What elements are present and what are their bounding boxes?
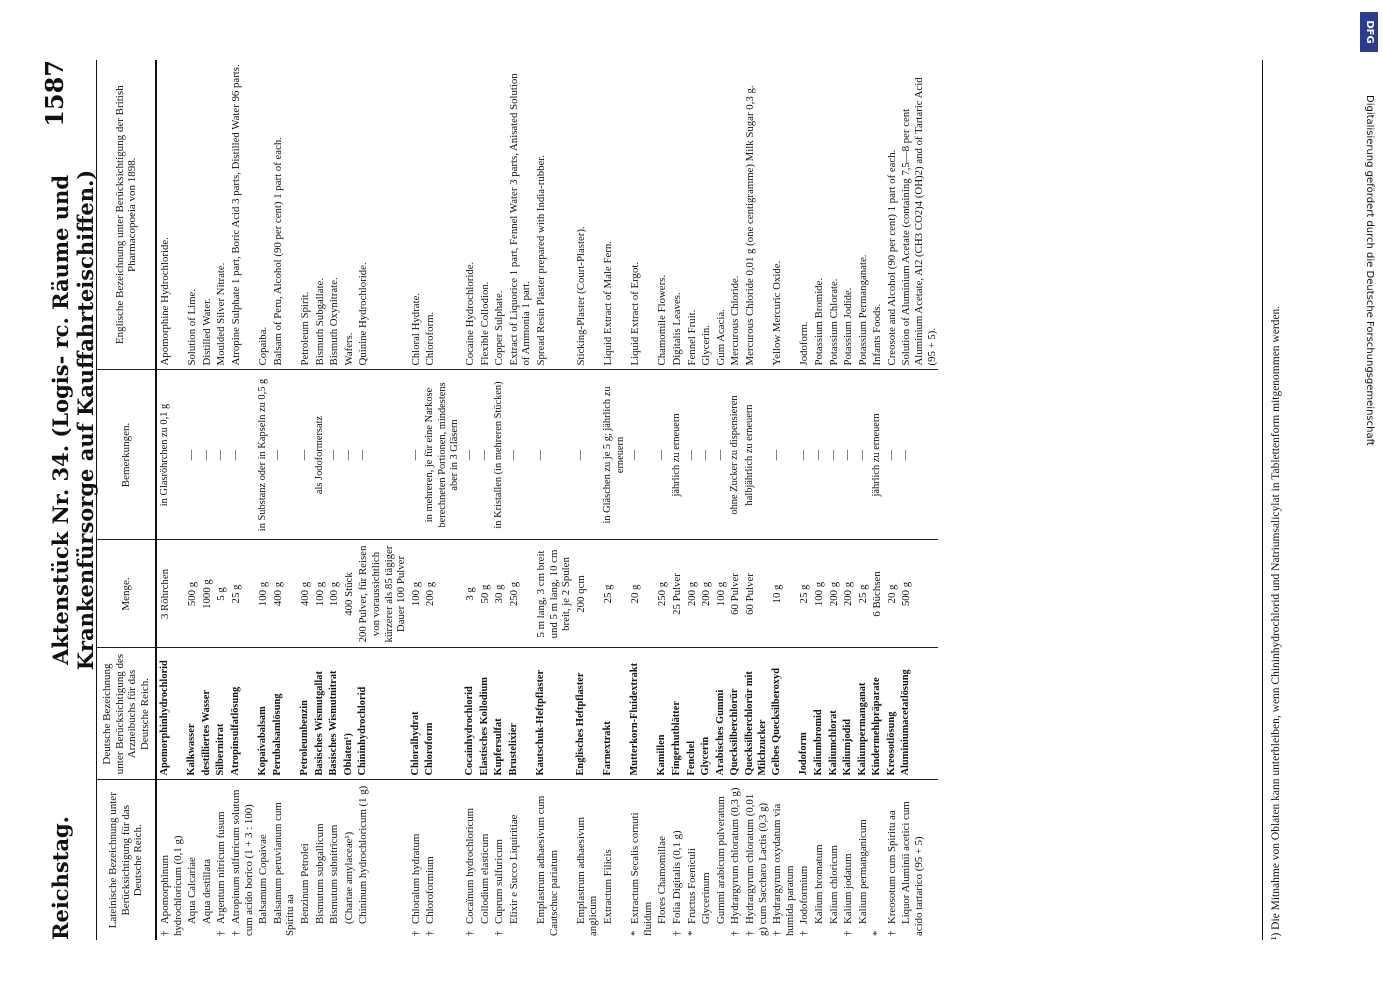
latin-name: Gummi arabicum pulveratum [714,796,727,924]
mark-symbol: † [215,930,228,936]
cell-latin [742,780,769,940]
cell-english: Copaiba. [255,60,270,370]
cell-latin [855,780,870,940]
table-row [796,60,811,940]
cell-german: Kaliumbromid [811,648,826,780]
cell-latin [869,780,884,940]
latin-name: Extractum Filicis [602,849,614,924]
cell-latin [884,780,899,940]
cell-english: Bismuth Subgallate. [312,60,327,370]
latin-name: Kreosotum cum Spiritu aa [885,810,898,924]
cell-english: Moulded Silver Nitrate. [213,60,228,370]
cell-latin [199,780,214,940]
cell-remark: — [769,370,796,540]
cell-remark: ohne Zucker zu dispensieren [727,370,742,540]
latin-name: Balsamum peruvianum cum Spiritu aa [271,802,297,936]
latin-name: Cocaïnum hydrochloricum [464,807,477,924]
cell-latin [573,780,600,940]
cell-remark: — [898,370,938,540]
cell-english: Glycerin. [698,60,713,370]
cell-latin [326,780,341,940]
cell-amount: 200 Pulver, für Reisen von voraussichtlich kürzerer als 85 tägiger Dauer 100 Pulver [355,540,407,648]
latin-name: Hydrargyrum oxydatum via humida paratum [771,803,796,936]
table-row [355,60,407,940]
cell-german: Kautschuk-Heftpflaster [533,648,573,780]
cell-latin [811,780,826,940]
mark-symbol: † [798,930,811,936]
table-row [811,60,826,940]
latin-name: Kalium permanganicum [856,819,869,924]
cell-amount: 200 g [698,540,713,648]
latin-name: Collodium elasticum [478,833,491,924]
cell-german: Chloralhydrat [408,648,423,780]
latin-name: Jodoformium [798,865,811,924]
latin-name: Glycerinum [700,872,713,924]
header-left: Reichstag. [48,816,73,940]
cell-remark: — [184,370,199,540]
cell-remark: — [884,370,899,540]
cell-latin [533,780,573,940]
cell-latin [506,780,533,940]
cell-german: Kreosotlösung [884,648,899,780]
cell-amount: 400 g [270,540,297,648]
table-row [184,60,199,940]
mark-symbol: † [464,930,477,936]
table-row [533,60,573,940]
latin-name: Liquor Aluminii acetici cum acido tartarico (95 + 5) [900,801,926,936]
mark-symbol: † [771,930,784,936]
cell-english: Chamomile Flowers. [654,60,669,370]
latin-name: Bismutum subnitricum [328,824,341,924]
table-row [573,60,600,940]
cell-amount: 100 g [312,540,327,648]
cell-german: Basisches Wismutnitrat [326,648,341,780]
cell-amount: 500 g [184,540,199,648]
table-row [698,60,713,940]
mark-symbol: * [629,930,642,936]
col-header-english: Englische Bezeichnung unter Berücksichtigung der British Pharmacopoeia von 1898. [97,60,157,370]
col-header-latin: Lateinische Bezeichnung unter Berücksichtigung für das Deutsche Reich. [97,780,157,940]
cell-german: Aluminiumacetatlösung [898,648,938,780]
cell-english: Balsam of Peru, Alcohol (90 per cent) 1 part of each. [270,60,297,370]
table-row [600,60,627,940]
cell-english: Chloroform. [422,60,462,370]
table-row [228,60,255,940]
cell-german: Kaliumjodid [840,648,855,780]
table-row [422,60,462,940]
table-row [855,60,870,940]
cell-latin [713,780,728,940]
cell-english: Solution of Aluminium Acetate (containing 7,5—8 per cent Aluminium Acetate, Al2 (CH3 CO2)4 (OH)2) and of Tartaric Acid (95 + 5). [898,60,938,370]
latin-name: Emplastrum adhaesivum cum Cautschuc pariatum [535,795,560,936]
table-row [769,60,796,940]
latin-name: Benzinum Petrolei [298,843,311,924]
table-row [742,60,769,940]
cell-german: Kindermehlpräparate [869,648,884,780]
cell-amount: 5 g [213,540,228,648]
cell-german: Kaliumchlorat [826,648,841,780]
cell-remark: — [297,370,312,540]
cell-latin [255,780,270,940]
cell-english: Flexible Collodion. [477,60,492,370]
page-number: 1587 [40,60,69,127]
table-row [840,60,855,940]
cell-remark: jährlich zu erneuern [869,370,884,540]
cell-amount: 5 m lang, 3 cm breit und 5 m lang, 10 cm breit, je 2 Spulen [533,540,573,648]
cell-latin [297,780,312,940]
cell-english: Mercurous Chloride 0,01 g (one centigramme) Milk Sugar 0,3 g. [742,60,769,370]
cell-english: Apomorphine Hydrochloride. [156,60,184,370]
table-body [156,60,938,940]
cell-english: Distilled Water. [199,60,214,370]
cell-amount: 25 Pulver [669,540,684,648]
table-row [506,60,533,940]
cell-amount: 200 g [684,540,699,648]
cell-remark: in Kristallen (in mehreren Stücken) [491,370,506,540]
table-row [884,60,899,940]
cell-amount: 250 g [506,540,533,648]
mark-symbol: † [743,930,756,936]
latin-name: Apomorphinum hydrochloricum (0,1 g) [159,835,184,936]
dfg-logo: DFG [1360,12,1378,52]
cell-english: Sticking-Plaster (Court-Plaster). [573,60,600,370]
cell-english: Liquid Extract of Male Fern. [600,60,627,370]
table-row [477,60,492,940]
cell-amount: 100 g [326,540,341,648]
credit-text: Digitalisierung gefördert durch die Deutsche Forschungsgemeinschaft [1364,95,1375,446]
table-row [869,60,884,940]
cell-amount: 60 Pulver [742,540,769,648]
table-row [654,60,669,940]
cell-remark: in Glasröhrchen zu 0,1 g [156,370,184,540]
cell-german: Kaliumpermanganat [855,648,870,780]
table-row [156,60,184,940]
cell-english: Fennel Fruit. [684,60,699,370]
latin-name: Hydrargyrum chloratum (0,01 g) cum Saccharo Lactis (0,3 g) [743,793,769,936]
latin-name: Balsamum Copaivae [257,834,270,924]
table-row [199,60,214,940]
cell-latin [341,780,356,940]
table-row [297,60,312,940]
mark-symbol: † [493,930,506,936]
cell-german: Fingerhutblätter [669,648,684,780]
cell-german: Glycerin [698,648,713,780]
cell-remark: — [855,370,870,540]
cell-latin [826,780,841,940]
cell-german: Englisches Heftpflaster [573,648,600,780]
cell-german: Elastisches Kollodium [477,648,492,780]
cell-latin [462,780,477,940]
latin-name: Elixir e Succo Liquiritiae [507,814,520,924]
latin-name: Cuprum sulfuricum [493,839,506,924]
cell-latin [228,780,255,940]
table-row [627,60,654,940]
cell-german: Fenchel [684,648,699,780]
cell-amount: 25 g [228,540,255,648]
table-row [312,60,327,940]
latin-name: Flores Chamomillae [656,836,669,924]
cell-latin [698,780,713,940]
cell-amount: 100 g [255,540,270,648]
latin-name: Aqua destillata [200,858,213,924]
cell-remark: — [199,370,214,540]
latin-name: Fructus Foeniculi [685,848,698,924]
cell-remark: — [826,370,841,540]
cell-remark: — [811,370,826,540]
latin-name: Extractum Secalis cornuti fluidum [629,812,654,936]
table-row [684,60,699,940]
mark-symbol: * [871,930,884,936]
cell-german: Atropinsulfatlösung [228,648,255,780]
cell-amount: 6 Büchsen [869,540,884,648]
cell-english: Potassium Jodide. [840,60,855,370]
table-header-row [97,60,157,940]
cell-german: Petroleumbenzin [297,648,312,780]
cell-english: Copper Sulphate. [491,60,506,370]
cell-latin [270,780,297,940]
cell-german: destilliertes Wasser [199,648,214,780]
cell-latin [213,780,228,940]
cell-latin [669,780,684,940]
cell-english: Jodoform. [796,60,811,370]
mark-symbol: † [842,930,855,936]
cell-latin [355,780,407,940]
cell-english: Potassium Chlorate. [826,60,841,370]
cell-german: Farnextrakt [600,648,627,780]
cell-english: Extract of Liquorice 1 part, Fennel Water 3 parts, Anisated Solution of Ammonia 1 part. [506,60,533,370]
cell-english: Spread Resin Plaster prepared with India-rubber. [533,60,573,370]
cell-amount: 3 g [462,540,477,648]
cell-german: Kupfersulfat [491,648,506,780]
credit-strip [1352,0,1382,1000]
cell-english: Solution of Lime. [184,60,199,370]
cell-german: Silbernitrat [213,648,228,780]
cell-remark: — [228,370,255,540]
cell-remark: als Jodoformersatz [312,370,327,540]
cell-english: Liquid Extract of Ergot. [627,60,654,370]
cell-amount: 10 g [769,540,796,648]
cell-german: Apomorphinhydrochlorid [156,648,184,780]
cell-latin [600,780,627,940]
cell-german: Gelbes Quecksilberoxyd [769,648,796,780]
latin-name: Argentum nitricum fusum [215,811,228,924]
mark-symbol: † [159,930,171,936]
cell-latin [408,780,423,940]
mark-symbol: † [424,930,437,936]
col-header-german: Deutsche Bezeichnung unter Berücksichtigung des Arzneibuchs für das Deutsche Reich. [97,648,157,780]
cell-latin [727,780,742,940]
cell-remark: — [270,370,297,540]
cell-amount: 200 g [840,540,855,648]
cell-latin [627,780,654,940]
cell-german: Arabisches Gummi [713,648,728,780]
table-row [255,60,270,940]
cell-amount: 200 g [422,540,462,648]
cell-german: Jodoform [796,648,811,780]
cell-remark: — [840,370,855,540]
latin-name: Emplastrum adhaesivum anglicum [574,816,600,936]
cell-english: Petroleum Spirit. [297,60,312,370]
cell-german: Chloroform [422,648,462,780]
table-row [213,60,228,940]
cell-english: Wafers. [341,60,356,370]
table-row [270,60,297,940]
mark-symbol: † [229,930,242,936]
cell-english: Potassium Bromide. [811,60,826,370]
cell-remark: — [506,370,533,540]
mark-symbol: * [685,930,698,936]
cell-latin [491,780,506,940]
latin-name: Hydrargyrum chloratum (0,3 g) [729,787,742,924]
mark-symbol: † [409,930,422,936]
table-row [462,60,477,940]
col-header-remarks: Bemerkungen. [97,370,157,540]
latin-name: Aqua Calcariae [186,857,199,924]
cell-latin [769,780,796,940]
mark-symbol: † [885,930,898,936]
table-row [826,60,841,940]
cell-remark: — [213,370,228,540]
col-header-amount: Menge. [97,540,157,648]
cell-remark: — [341,370,356,540]
cell-english: Cocaine Hydrochloride. [462,60,477,370]
latin-name: (Chartae amylaceae¹) [342,831,355,924]
cell-german: Kalkwasser [184,648,199,780]
cell-english: Quinine Hydrochloride. [355,60,407,370]
cell-english: Potassium Permanganate. [855,60,870,370]
cell-latin [477,780,492,940]
cell-amount: 25 g [855,540,870,648]
cell-amount: 100 g [713,540,728,648]
latin-name: Folia Digitalis (0,1 g) [670,830,683,924]
cell-remark: halbjährlich zu erneuern [742,370,769,540]
cell-amount: 500 g [898,540,938,648]
cell-amount: 25 g [796,540,811,648]
latin-name: Chloroformium [424,856,437,924]
latin-name: Chloralum hydratum [409,833,422,924]
cell-remark: in Substanz oder in Kapseln zu 0,5 g [255,370,270,540]
cell-german: Kamillen [654,648,669,780]
cell-amount: 1000 g [199,540,214,648]
cell-latin [898,780,938,940]
cell-remark: — [698,370,713,540]
cell-remark: — [684,370,699,540]
cell-amount: 60 Pulver [727,540,742,648]
latin-name: Bismutum subgallicum [313,823,326,924]
cell-english: Gum Acacia. [713,60,728,370]
latin-name: Kalium bromatum [812,844,825,924]
cell-remark: — [796,370,811,540]
cell-english: Creosote and Alcohol (90 per cent) 1 part of each. [884,60,899,370]
cell-latin [184,780,199,940]
cell-remark: in Gläschen zu je 5 g; jährlich zu erneuern [600,370,627,540]
cell-remark: — [408,370,423,540]
cell-remark: — [713,370,728,540]
table-row [341,60,356,940]
latin-name: Kalium chloricum [827,845,840,924]
cell-remark: — [654,370,669,540]
cell-english: Mercurous Chloride. [727,60,742,370]
mark-symbol: † [670,930,683,936]
cell-english: Atropine Sulphate 1 part, Boric Acid 3 parts, Distilled Water 96 parts. [228,60,255,370]
cell-english: Digitalis Leaves. [669,60,684,370]
medicine-table [96,60,938,940]
cell-remark: — [355,370,407,540]
cell-amount: 25 g [600,540,627,648]
table-row [713,60,728,940]
cell-amount: 400 g [297,540,312,648]
cell-amount: 100 g [408,540,423,648]
cell-latin [312,780,327,940]
cell-amount: 30 g [491,540,506,648]
cell-amount: 200 qcm [573,540,600,648]
cell-german: Perubalsamlösung [270,648,297,780]
cell-remark: — [326,370,341,540]
table-row [326,60,341,940]
latin-name: Chininum hydrochloricum (1 g) [357,785,370,924]
cell-latin [422,780,462,940]
cell-amount: 200 g [826,540,841,648]
cell-latin [796,780,811,940]
footnote: ¹) Die Mitnahme von Oblaten kann unterbleiben, wenn Chininhydrochlorid und Natriumsalicylat in Tablettenform mitgenommen werden. [1262,60,1283,940]
cell-latin [840,780,855,940]
cell-german: Cocainhydrochlorid [462,648,477,780]
cell-german: Quecksilberchlorür [727,648,742,780]
cell-remark: — [533,370,573,540]
header-title: Aktenstück Nr. 34. (Logis- rc. Räume und Krankenfürsorge auf Kauffahrteischiffen.) [48,169,98,671]
table-row [491,60,506,940]
latin-name: Kalium jodatum [842,853,855,924]
cell-remark: — [477,370,492,540]
table-row [727,60,742,940]
cell-amount: 20 g [884,540,899,648]
cell-latin [684,780,699,940]
table-row [669,60,684,940]
cell-remark: — [627,370,654,540]
cell-amount: 250 g [654,540,669,648]
table-row [898,60,938,940]
cell-english: Infants Foods. [869,60,884,370]
cell-amount: 400 Stück [341,540,356,648]
cell-latin [654,780,669,940]
cell-english: Chloral Hydrate. [408,60,423,370]
mark-symbol: † [729,930,742,936]
cell-remark: — [462,370,477,540]
cell-amount: 100 g [811,540,826,648]
cell-remark: jährlich zu erneuern [669,370,684,540]
cell-german: Oblaten¹) [341,648,356,780]
cell-german: Quecksilberchlorür mit Milchzucker [742,648,769,780]
page-header [38,60,98,940]
cell-amount: 3 Röhrchen [156,540,184,648]
cell-german: Basisches Wismutgallat [312,648,327,780]
latin-name: Atropinum sulfuricum solutum cum acido borico (1 + 3 : 100) [229,789,255,936]
cell-german: Brustelixier [506,648,533,780]
table-row [408,60,423,940]
cell-english: Bismuth Oxynitrate. [326,60,341,370]
cell-amount: 50 g [477,540,492,648]
cell-german: Mutterkorn-Fluidextrakt [627,648,654,780]
cell-english: Yellow Mercuric Oxide. [769,60,796,370]
cell-remark: — [573,370,600,540]
cell-amount: 20 g [627,540,654,648]
cell-german: Chininhydrochlorid [355,648,407,780]
cell-latin [156,780,184,940]
cell-remark: in mehreren, je für eine Narkose berechneten Portionen, mindestens aber in 3 Gläsern [422,370,462,540]
cell-german: Kopaivabalsam [255,648,270,780]
